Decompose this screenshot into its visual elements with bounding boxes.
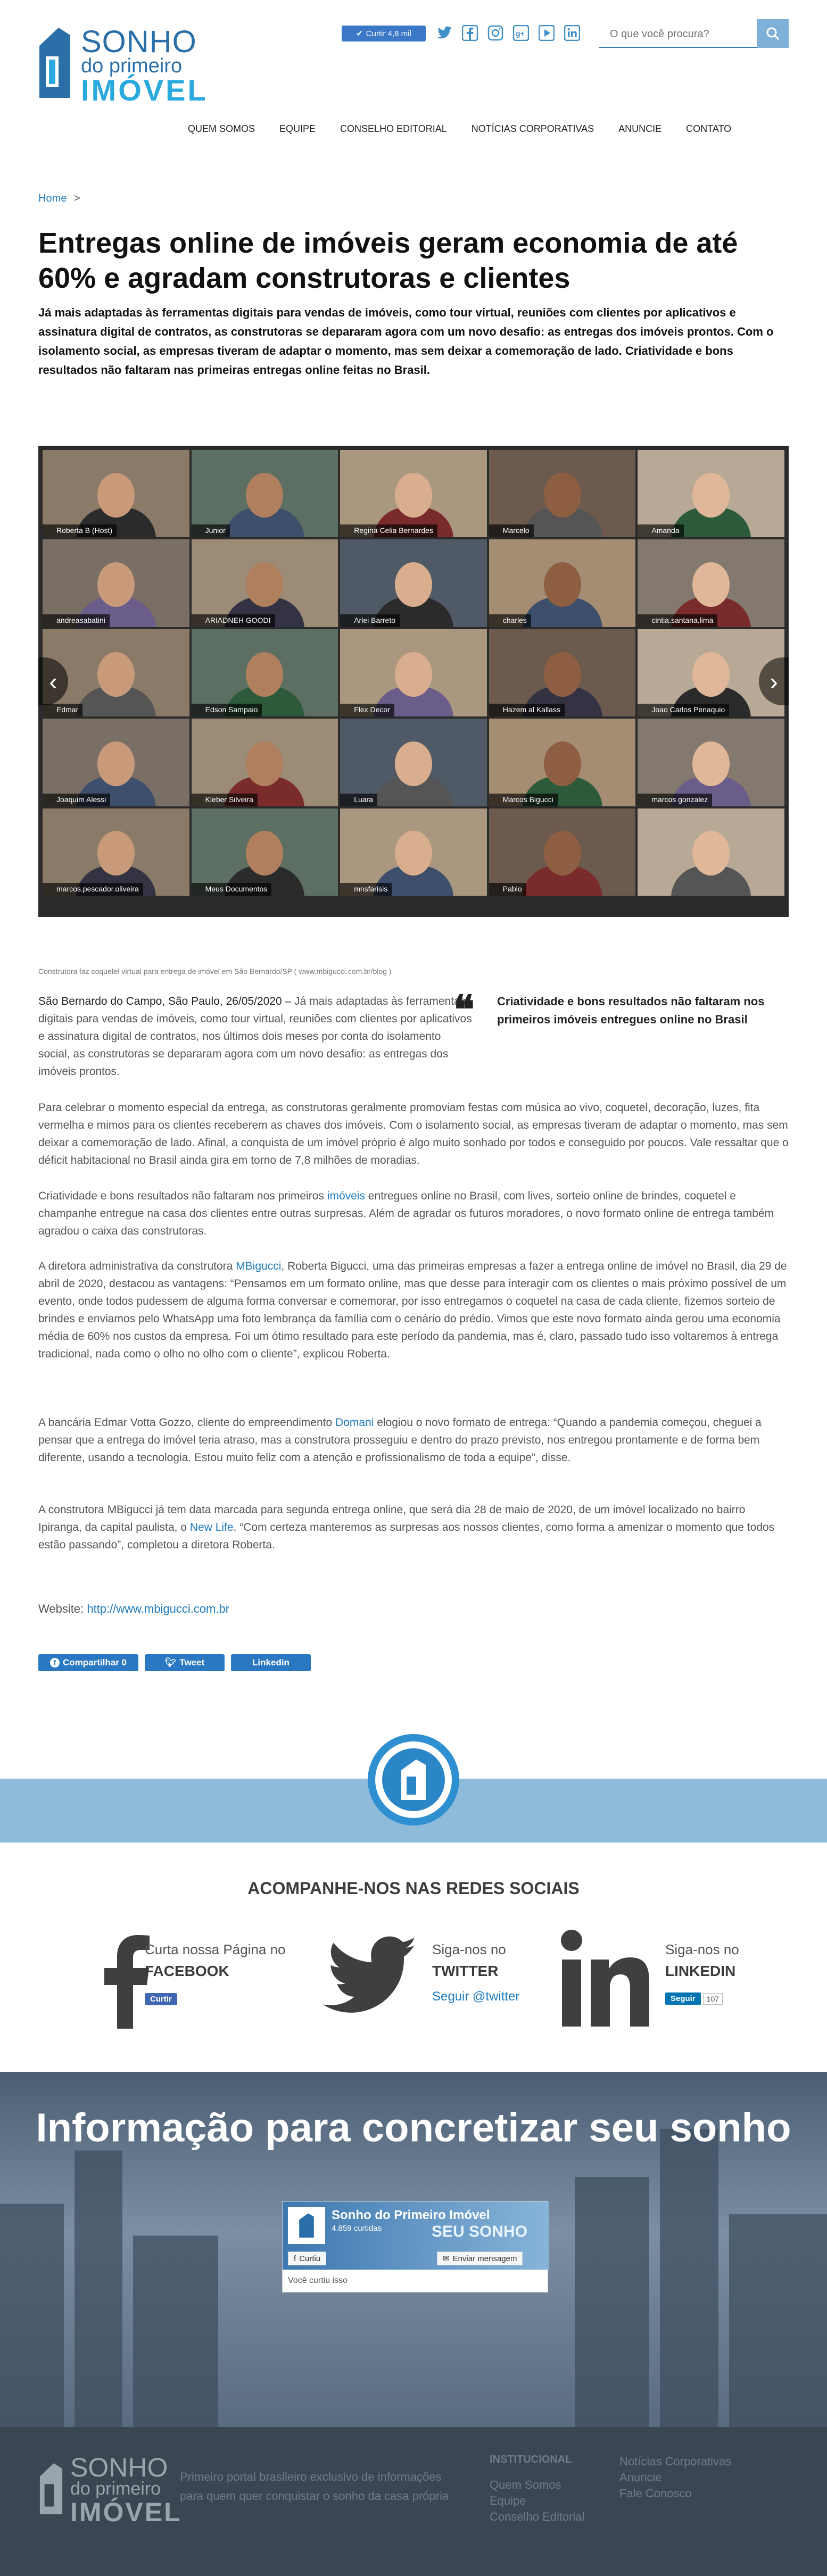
participant-name-label: Regina Celia Bernardes — [340, 524, 437, 537]
participant-face — [97, 562, 135, 607]
skyline-building — [660, 2129, 718, 2427]
participant-face — [544, 741, 581, 786]
paragraph-4-text-b: elogiou o novo formato de entrega: “Quando a pandemia começou, cheguei a pensar que a entrega do imóvel teria atraso, mas a construtora prosseguiu e dentro do prazo previsto, nos entregou prontamente e de forma bem diferente, usando a tecnologia. Estou muito feliz com a atenção e profissionalismo de toda a equipe”, disse. — [38, 1416, 762, 1464]
linkedin-follow-button[interactable] — [665, 1993, 723, 2005]
participant-name-label: Hazem al Kallass — [489, 704, 565, 716]
participant-name-label: Amanda — [638, 524, 683, 537]
svg-text:g+: g+ — [516, 29, 525, 38]
video-call-participant-tile — [638, 808, 784, 896]
promo-headline: Informação para concretizar seu sonho — [36, 2105, 791, 2150]
participant-name-label: marcos.pescador.oliveira — [43, 883, 143, 896]
article-paragraph-4 — [38, 1414, 789, 1466]
participant-name-label: marcos gonzalez — [638, 794, 712, 806]
twitter-follow-link[interactable]: Seguir @twitter — [432, 1989, 520, 2004]
follow-facebook — [75, 1928, 298, 2034]
footer-tagline: Primeiro portal brasileiro exclusivo de informações para quem quer conquistar o sonho da casa própria — [180, 2470, 449, 2503]
facebook-liked-label: Curtiu — [299, 2254, 321, 2263]
video-call-grid — [43, 450, 784, 896]
facebook-follow-line1: Curta nossa Página no — [145, 1941, 286, 1957]
participant-name-label: Roberta B (Host) — [43, 524, 117, 537]
nav-item-quem-somos[interactable]: QUEM SOMOS — [188, 123, 255, 134]
facebook-liked-note: Você curtiu isso — [288, 2276, 348, 2285]
logo-line-1: SONHO — [81, 24, 197, 59]
participant-face — [395, 562, 432, 607]
paragraph-4-text-a: A bancária Edmar Votta Gozzo, cliente do empreendimento — [38, 1416, 335, 1429]
like-button-label: Curtir 4,8 mil — [366, 29, 411, 38]
participant-face — [544, 831, 581, 876]
video-call-participant-tile — [489, 539, 636, 627]
participant-face — [692, 831, 730, 876]
link-imoveis[interactable]: imóveis — [327, 1190, 365, 1202]
facebook-icon: f — [294, 2254, 296, 2263]
linkedin-follower-count: 107 — [703, 1993, 723, 2005]
footer-logo-line-3: IMÓVEL — [70, 2497, 182, 2527]
facebook-widget-cover — [283, 2202, 549, 2270]
share-buttons — [38, 1654, 311, 1671]
logo-line-2: do primeiro — [81, 55, 183, 77]
nav-item-conselho-editorial[interactable]: CONSELHO EDITORIAL — [340, 123, 447, 134]
participant-name-label: Joaquim Alessi — [43, 794, 110, 806]
participant-face — [544, 473, 581, 518]
twitter-share-label: Tweet — [179, 1657, 205, 1668]
skyline-building — [729, 2214, 827, 2427]
site-footer — [0, 2427, 827, 2576]
website-line — [38, 1602, 229, 1616]
link-new-life[interactable]: New Life — [189, 1521, 234, 1533]
footer-link-equipe[interactable]: Equipe — [490, 2494, 526, 2507]
house-logo-icon — [38, 2457, 64, 2521]
article-paragraph-2 — [38, 1187, 789, 1240]
video-call-participant-tile — [192, 629, 338, 716]
search-input[interactable] — [599, 23, 754, 45]
follow-linkedin — [559, 1928, 782, 2034]
participant-face — [97, 831, 135, 876]
participant-name-label: mnsfarisis — [340, 883, 392, 896]
chevron-left-icon: ‹ — [49, 668, 57, 695]
paragraph-5-text-a: A construtora MBigucci já tem data marcada para segunda entrega online, que será dia 28 de maio de 2020, de um imóvel localizado no bairro Ipiranga, da capital paulista, o — [38, 1504, 746, 1533]
skyline-building — [0, 2204, 64, 2427]
video-call-participant-tile — [43, 719, 189, 806]
breadcrumb-home-link[interactable]: Home — [38, 193, 67, 204]
participant-name-label: Edson Sampaio — [192, 704, 262, 716]
social-links — [435, 23, 581, 43]
participant-name-label: Pablo — [489, 883, 526, 896]
paragraph-5-text-b: . “Com certeza manteremos as surpresas aos nossos clientes, como forma a amenizar o momento que todos estão passando”, completou a diretora Roberta. — [38, 1521, 775, 1551]
pull-quote-text: Criatividade e bons resultados não faltaram nos primeiros imóveis entregues online no Brasil — [497, 995, 765, 1026]
video-call-participant-tile — [638, 719, 784, 806]
participant-name-label: Flex Decor — [340, 704, 394, 716]
participant-face — [97, 652, 135, 697]
footer-links-col-2 — [619, 2454, 731, 2502]
chevron-right-icon: › — [770, 668, 778, 695]
twitter-share-button[interactable] — [145, 1654, 225, 1671]
search-button[interactable] — [757, 19, 789, 48]
footer-links-col-1 — [490, 2477, 585, 2525]
breadcrumb-separator: > — [73, 193, 80, 204]
article-dateline-paragraph — [38, 993, 475, 1080]
nav-item-anuncie[interactable]: ANUNCIE — [618, 123, 662, 134]
participant-name-label: ARIADNEH GOODI — [192, 614, 275, 627]
video-call-participant-tile — [340, 629, 487, 716]
participant-name-label: cintia.santana.lima — [638, 614, 717, 627]
participant-name-label: Luara — [340, 794, 377, 806]
linkedin-share-button[interactable] — [231, 1654, 311, 1671]
footer-link-conselho-editorial[interactable]: Conselho Editorial — [490, 2510, 585, 2523]
paragraph-2-text-a: Criatividade e bons resultados não faltaram nos primeiros — [38, 1190, 327, 1202]
article-paragraph-1: Para celebrar o momento especial da entrega, as construtoras geralmente promoviam festas com música ao vivo, coquetel, decoração, luzes, fita vermelha e mimos para os clientes receberem as chaves dos imóveis. Com o isolamento social, as empresas tiveram de adaptar o momento, mas sem deixar a comemoração de lado. Afinal, a conquista de um imóvel próprio é algo muito sonhado por todos e conseguido por poucos. Vale ressaltar que o déficit habitacional no Brasil ainda gira em torno de 7,8 milhões de moradias. — [38, 1102, 789, 1166]
video-call-participant-tile — [638, 450, 784, 537]
participant-name-label: Marcelo — [489, 524, 534, 537]
facebook-message-label: Enviar mensagem — [452, 2254, 517, 2263]
article-photo-video-call[interactable] — [38, 446, 789, 917]
video-call-participant-tile — [489, 719, 636, 806]
footer-logo-line-2: do primeiro — [70, 2479, 161, 2499]
facebook-page-widget[interactable] — [282, 2201, 548, 2292]
article-title: Entregas online de imóveis geram economia de até 60% e agradam construtoras e clientes — [38, 227, 738, 294]
facebook-share-button[interactable] — [38, 1654, 138, 1671]
participant-face — [395, 473, 432, 518]
website-label: Website: — [38, 1602, 84, 1615]
video-call-participant-tile — [192, 450, 338, 537]
site-header — [0, 0, 827, 154]
facebook-page-name[interactable]: Sonho do Primeiro Imóvel — [332, 2208, 490, 2222]
linkedin-icon — [559, 1928, 649, 2029]
participant-name-label: Meus Documentos — [192, 883, 272, 896]
house-logo-icon — [299, 2212, 315, 2239]
site-emblem — [368, 1734, 459, 1825]
facebook-icon[interactable] — [461, 23, 479, 43]
follow-twitter — [319, 1928, 543, 2034]
participant-face — [395, 652, 432, 697]
facebook-like-label: Curtir — [145, 1993, 177, 2005]
video-call-participant-tile — [43, 450, 189, 537]
link-domani[interactable]: Domani — [335, 1416, 374, 1429]
google-plus-icon[interactable] — [512, 23, 530, 43]
participant-name-label: Junior — [192, 524, 230, 537]
search-icon — [766, 27, 780, 40]
participant-face — [544, 562, 581, 607]
facebook-icon: f — [50, 1658, 60, 1668]
facebook-page-like-button[interactable] — [145, 1990, 177, 2005]
footer-logo[interactable] — [38, 2453, 182, 2528]
footer-link-fale-conosco[interactable]: Fale Conosco — [619, 2487, 692, 2500]
messenger-icon: ✉ — [443, 2254, 450, 2263]
video-call-participant-tile — [489, 450, 636, 537]
article-paragraph-3 — [38, 1257, 789, 1363]
facebook-page-likes: 4.859 curtidas — [332, 2224, 382, 2233]
video-call-participant-tile — [489, 808, 636, 896]
participant-name-label: Edmar — [43, 704, 82, 716]
participant-face — [395, 741, 432, 786]
participant-face — [246, 473, 283, 518]
video-call-participant-tile — [340, 539, 487, 627]
twitter-icon[interactable] — [435, 23, 453, 43]
linkedin-follow-label: Seguir — [665, 1993, 701, 2005]
facebook-follow-line2: FACEBOOK — [145, 1963, 229, 1979]
main-nav — [176, 123, 743, 135]
participant-face — [246, 741, 283, 786]
participant-name-label: Kleber Silveira — [192, 794, 258, 806]
video-call-participant-tile — [192, 808, 338, 896]
page-avatar — [288, 2207, 325, 2244]
participant-face — [395, 831, 432, 876]
link-mbigucci[interactable]: MBigucci — [236, 1260, 282, 1272]
linkedin-share-label: Linkedin — [252, 1657, 290, 1668]
participant-face — [246, 562, 283, 607]
nav-item-noticias-corporativas[interactable]: NOTÍCIAS CORPORATIVAS — [471, 123, 594, 134]
twitter-icon — [319, 1928, 420, 2029]
search-box — [599, 19, 789, 48]
article-lead: Já mais adaptadas às ferramentas digitais para vendas de imóveis, como tour virtual, reuniões com clientes por aplicativos e assinatura digital de contratos, as construtoras se depararam agora com um novo desafio: as entregas dos imóveis prontos. Com o isolamento social, as empresas tiveram de adaptar o momento, mas sem deixar a comemoração de lado. Criatividade e bons resultados não faltaram nas primeiras entregas online feitas no Brasil. — [38, 306, 774, 377]
thumbs-up-icon: ✔ — [356, 29, 363, 38]
footer-heading: INSTITUCIONAL — [490, 2454, 572, 2465]
video-call-participant-tile — [340, 808, 487, 896]
follow-section-title: ACOMPANHE-NOS NAS REDES SOCIAIS — [247, 1879, 580, 1898]
footer-link-anuncie[interactable]: Anuncie — [619, 2471, 662, 2484]
participant-face — [692, 473, 730, 518]
participant-face — [544, 652, 581, 697]
footer-link-quem-somos[interactable]: Quem Somos — [490, 2478, 561, 2491]
facebook-message-button[interactable] — [437, 2252, 523, 2265]
paragraph-3-text-b: , Roberta Bigucci, uma das primeiras empresas a fazer a entrega online de imóvel no Brasil, dia 29 de abril de 2020, destacou as vantagens: “Pensamos em um formato online, mas que desse para interagir com os clientes o mais próximo possível de um evento, onde todos pudessem de alguma forma conversar e comemorar, por isso entregamos o coquetel na casa de cada cliente, fizemos sorteio de brindes e enviamos pelo WhatsApp uma foto lembrança da família com o cenário do prédio. Vimos que este novo formato ainda gerou uma economia média de 60% nos custos da empresa. Foi um ótimo resultado para este período da pandemia, mas é, claro, passado tudo isso voltaremos à entrega tradicional, nada como o olho no olho com o cliente”, explicou Roberta. — [38, 1260, 787, 1360]
breadcrumb — [38, 193, 80, 205]
linkedin-follow-line2: LINKEDIN — [665, 1963, 736, 1979]
site-logo[interactable] — [37, 22, 208, 107]
paragraph-2-text-b: entregues online no Brasil, com lives, sorteio online de brindes, coquetel e champanhe entregue na casa dos clientes entre outras surpresas. Além de agradar os futuros moradores, o novo formato online de entrega também agradou o caixa das construtoras. — [38, 1190, 774, 1237]
facebook-liked-button[interactable] — [288, 2252, 326, 2265]
video-call-participant-tile — [340, 450, 487, 537]
video-call-participant-tile — [43, 539, 189, 627]
nav-item-contato[interactable]: CONTATO — [686, 123, 732, 134]
youtube-icon[interactable] — [537, 23, 556, 43]
photo-caption: Construtora faz coquetel virtual para entrega de imóvel em São Bernardo/SP ( www.mbigucci.com.br/blog ) — [38, 967, 392, 976]
participant-face — [97, 473, 135, 518]
house-logo-icon — [400, 1758, 427, 1801]
logo-line-3: IMÓVEL — [81, 73, 208, 107]
skyline-building — [575, 2177, 649, 2427]
house-logo-icon — [37, 26, 72, 100]
footer-logo-line-1: SONHO — [70, 2453, 168, 2482]
video-call-participant-tile — [489, 629, 636, 716]
facebook-like-button[interactable] — [342, 26, 426, 41]
instagram-icon[interactable] — [486, 23, 505, 43]
article-paragraph-5 — [38, 1501, 789, 1554]
twitter-icon: 🐦︎ — [164, 1657, 177, 1668]
video-call-participant-tile — [43, 808, 189, 896]
nav-item-equipe[interactable]: EQUIPE — [279, 123, 316, 134]
participant-face — [692, 562, 730, 607]
participant-name-label: andreasabatini — [43, 614, 110, 627]
participant-name-label: Arlei Barreto — [340, 614, 400, 627]
facebook-share-label: Compartilhar 0 — [63, 1657, 127, 1668]
video-call-participant-tile — [192, 539, 338, 627]
twitter-follow-line2: TWITTER — [432, 1963, 499, 1979]
participant-name-label: Marcos Bigucci — [489, 794, 558, 806]
facebook-cover-text: SEU SONHO — [432, 2223, 528, 2240]
participant-face — [692, 652, 730, 697]
video-call-participant-tile — [340, 719, 487, 806]
participant-name-label: Joao Carlos Penaquio — [638, 704, 729, 716]
dateline-date: 26/05/2020 – — [226, 995, 292, 1007]
video-call-participant-tile — [638, 539, 784, 627]
participant-face — [692, 741, 730, 786]
linkedin-icon[interactable] — [563, 23, 581, 43]
website-link[interactable]: http://www.mbigucci.com.br — [87, 1602, 230, 1615]
skyline-building — [133, 2236, 218, 2427]
video-call-participant-tile — [192, 719, 338, 806]
emblem-inner — [382, 1748, 445, 1811]
participant-face — [246, 652, 283, 697]
quote-mark-icon: ❝ — [453, 987, 475, 1033]
skyline-building — [75, 2150, 122, 2427]
linkedin-follow-line1: Siga-nos no — [665, 1941, 739, 1957]
dateline-location: São Bernardo do Campo, São Paulo, — [38, 995, 223, 1007]
footer-link-noticias-corporativas[interactable]: Notícias Corporativas — [619, 2455, 732, 2468]
twitter-follow-line1: Siga-nos no — [432, 1941, 506, 1957]
participant-face — [97, 741, 135, 786]
promo-section — [0, 2072, 827, 2427]
participant-name-label: charles — [489, 614, 531, 627]
paragraph-3-text-a: A diretora administrativa da construtora — [38, 1260, 236, 1272]
dateline-text: Já mais adaptadas às ferramentas digitais para vendas de imóveis, como tour virtual, reuniões com clientes por aplicativos e assinatura digital de contratos, nos últimos dois meses por conta do isolamento social, as construtoras se depararam agora com um novo desafio: as entregas dos imóveis prontos. — [38, 995, 472, 1078]
